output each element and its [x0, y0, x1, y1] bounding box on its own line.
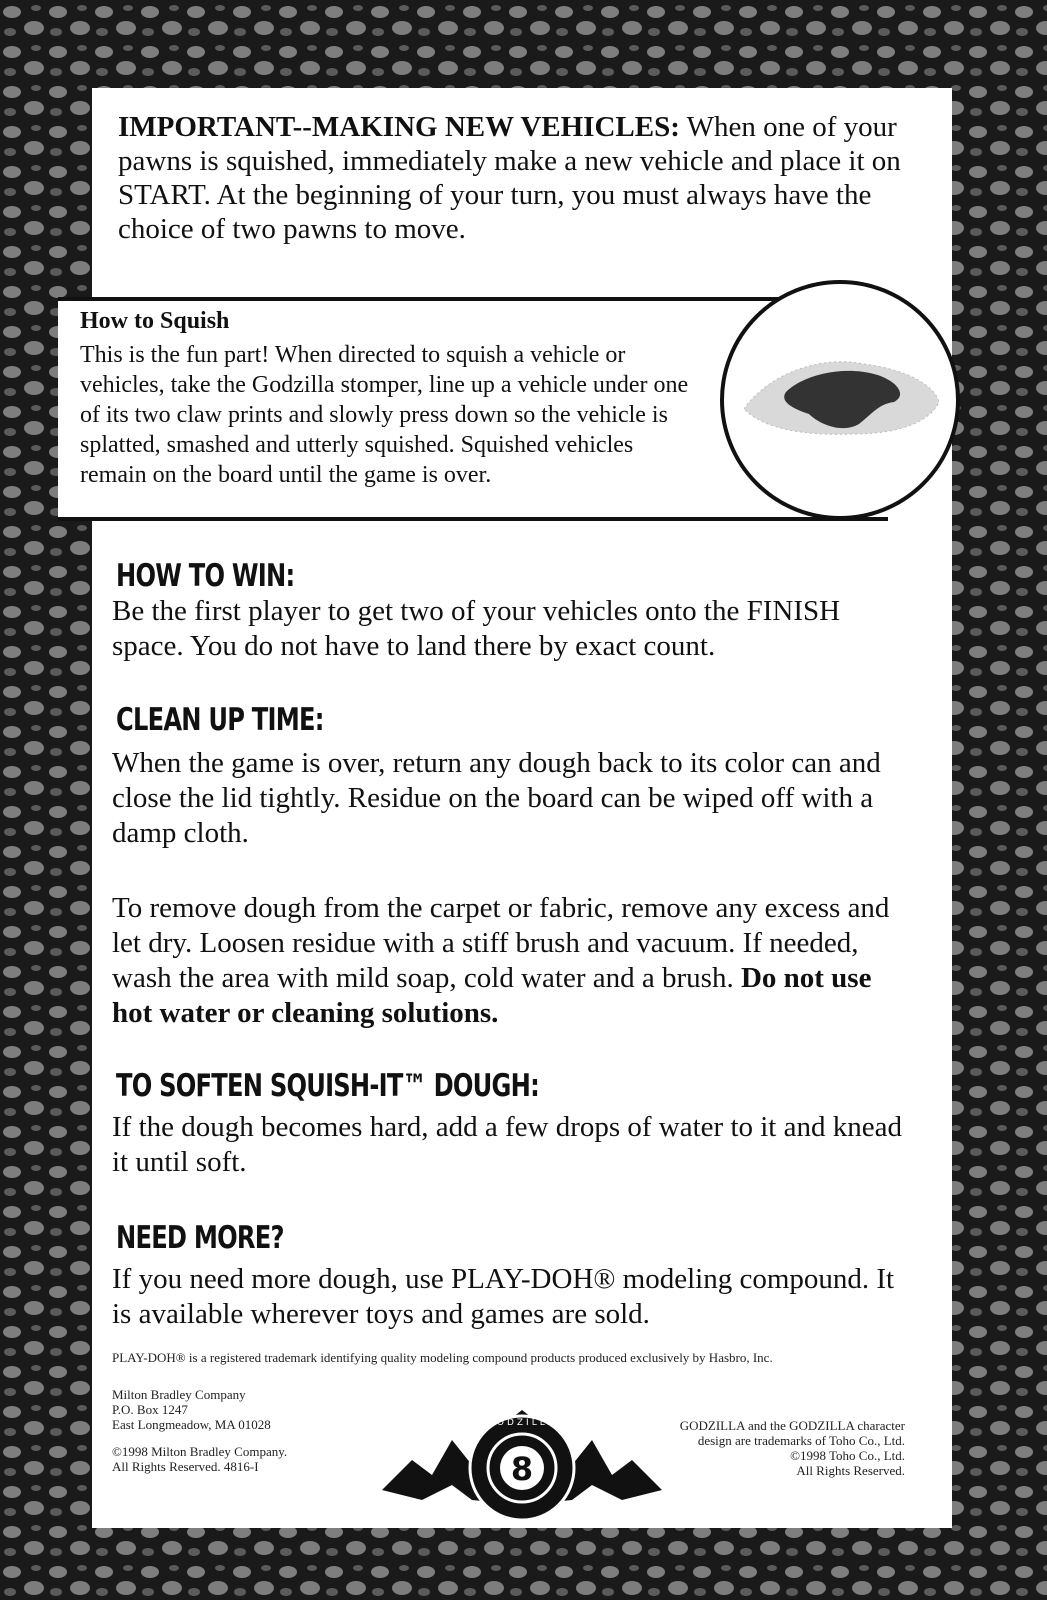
need-more-text: If you need more dough, use PLAY-DOH® modeling compound. It is available wherever toys and games are sold.	[112, 1263, 895, 1330]
important-text: When one of your pawns is squished, immediately make a new vehicle and place it on START. At the beginning of your turn, you must always have the choice of two pawns to move.	[118, 111, 901, 245]
playdoh-trademark-note: PLAY-DOH® is a registered trademark identifying quality modeling compound products produced exclusively by Hasbro, Inc.	[112, 1350, 773, 1365]
soften-heading: TO SOFTEN SQUISH-IT™ DOUGH:	[116, 1068, 539, 1104]
important-section	[118, 110, 918, 246]
godzilla-notice-line2: design are trademarks of Toho Co., Ltd.	[697, 1433, 905, 1448]
company-address	[112, 1387, 287, 1474]
company-po-box: P.O. Box 1247	[112, 1402, 188, 1417]
how-to-win-heading: HOW TO WIN:	[116, 558, 295, 594]
need-more-heading: NEED MORE?	[116, 1220, 284, 1256]
important-label: IMPORTANT--MAKING NEW VEHICLES:	[118, 111, 680, 143]
godzilla-notice-line1: GODZILLA and the GODZILLA character	[679, 1418, 905, 1433]
squished-vehicle-illustration	[720, 280, 960, 520]
clean-up-text-1: When the game is over, return any dough back to its color can and close the lid tightly. Residue on the board can be wiped off with a damp cloth.	[112, 747, 881, 849]
how-to-win-text: Be the first player to get two of your vehicles onto the FINISH space. You do not have to land there by exact count.	[112, 595, 841, 662]
godzilla-notice	[680, 1418, 905, 1478]
logo-number: 8	[510, 1450, 534, 1488]
clean-up-text-2-plain: To remove dough from the carpet or fabric, remove any excess and let dry. Loosen residue with a stiff brush and vacuum. If needed, wash the area with mild soap, cold water and a brush.	[112, 892, 890, 994]
how-to-squish-title: How to Squish	[80, 308, 230, 334]
logo-ring-text: GODZILLA	[486, 1418, 558, 1428]
godzilla-notice-line4: All Rights Reserved.	[796, 1463, 905, 1478]
dough-splat-icon	[724, 284, 956, 516]
company-name: Milton Bradley Company	[112, 1387, 246, 1402]
godzilla-notice-line3: ©1998 Toho Co., Ltd.	[790, 1448, 905, 1463]
company-city: East Longmeadow, MA 01028	[112, 1417, 271, 1432]
godzilla-logo	[372, 1380, 672, 1530]
clean-up-heading: CLEAN UP TIME:	[116, 702, 324, 738]
how-to-squish-text: This is the fun part! When directed to squish a vehicle or vehicles, take the Godzilla stomper, line up a vehicle under one of its two claw prints and slowly press down so the vehicle is splatted, smashed and utterly squished. Squished vehicles remain on the board until the game is over.	[80, 342, 689, 488]
company-rights: All Rights Reserved. 4816-I	[112, 1459, 259, 1474]
soften-text: If the dough becomes hard, add a few drops of water to it and knead it until soft.	[112, 1111, 902, 1178]
clean-up-text-2	[112, 891, 912, 1031]
company-copyright: ©1998 Milton Bradley Company.	[112, 1444, 288, 1459]
clean-up-warning: Do not use hot water or cleaning solutions.	[112, 962, 872, 1029]
